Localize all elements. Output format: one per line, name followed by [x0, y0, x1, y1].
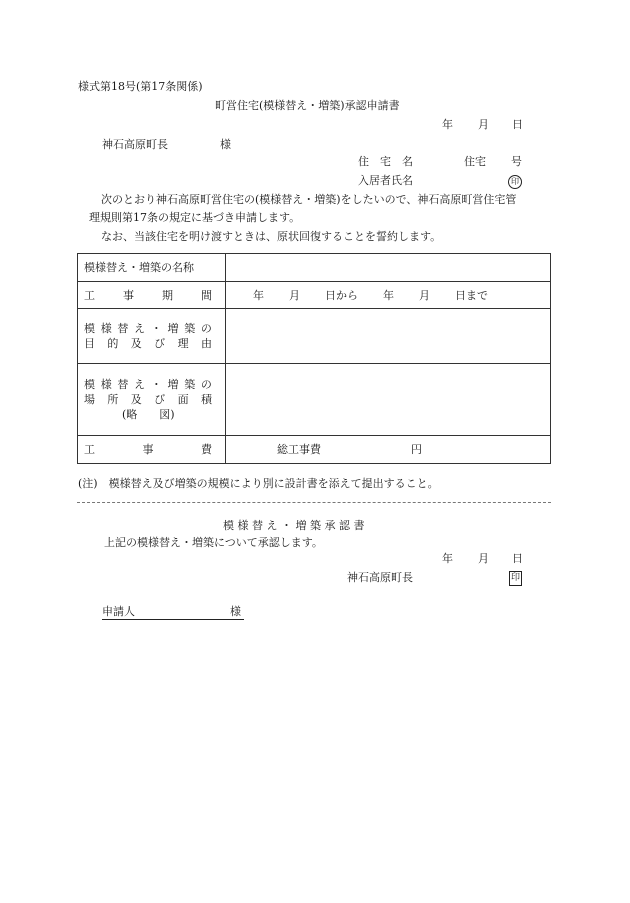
yen-label: 円 — [411, 443, 422, 456]
location-area-field[interactable] — [226, 364, 551, 436]
purpose-label: 模 様 替 え ・ 増 築 の 目 的 及 び 理 由 — [78, 309, 226, 364]
approval-mayor: 神石高原町長 — [347, 571, 413, 584]
approval-seal — [509, 570, 522, 586]
cost-field[interactable] — [226, 436, 551, 464]
seal-circle-icon: 印 — [508, 175, 522, 189]
construction-name-field[interactable] — [226, 254, 551, 282]
table-row-purpose — [78, 309, 551, 364]
applicant-label: 申請人 — [102, 605, 135, 618]
addressee: 神石高原町長 — [102, 138, 168, 151]
table-row-period — [78, 282, 551, 309]
seal-box-icon: 印 — [509, 571, 522, 586]
housing-label: 住宅 — [464, 155, 486, 168]
paragraph-1-line-1: 次のとおり神石高原町営住宅の(模様替え・増築)をしたいので、神石高原町営住宅管 — [101, 193, 517, 206]
note: (注) 模様替え及び増築の規模により別に設計書を添えて提出すること。 — [78, 477, 439, 490]
form-title: 町営住宅(模様替え・増築)承認申請書 — [215, 99, 400, 112]
table-row-name — [78, 254, 551, 282]
approval-title: 模 様 替 え ・ 増 築 承 認 書 — [223, 519, 365, 532]
total-cost-label: 総工事費 — [277, 443, 321, 456]
period-label: 工 事 期 間 — [78, 282, 226, 309]
approval-year-label: 年 — [442, 552, 453, 565]
cut-line-divider — [77, 502, 551, 503]
approval-text: 上記の模様替え・増築について承認します。 — [104, 536, 323, 549]
application-table — [77, 253, 551, 464]
location-area-label: 模 様 替 え ・ 増 築 の 場 所 及 び 面 積 (略 図) — [78, 364, 226, 436]
table-row-location — [78, 364, 551, 436]
housing-name-label: 住 宅 名 — [358, 155, 413, 168]
resident-name-label: 入居者氏名 — [358, 174, 413, 187]
addressee-honorific: 様 — [220, 138, 231, 151]
unit-number-label: 号 — [511, 155, 522, 168]
form-number: 様式第18号(第17条関係) — [78, 80, 203, 93]
approval-day-label: 日 — [512, 552, 523, 565]
construction-name-label: 模様替え・増築の名称 — [78, 254, 226, 282]
paragraph-1-line-2: 理規則第17条の規定に基づき申請します。 — [89, 211, 301, 224]
cost-label: 工 事 費 — [78, 436, 226, 464]
seal-mark — [508, 174, 522, 189]
date-year-label: 年 — [442, 118, 453, 131]
purpose-field[interactable] — [226, 309, 551, 364]
approval-month-label: 月 — [478, 552, 489, 565]
date-month-label: 月 — [478, 118, 489, 131]
date-day-label: 日 — [512, 118, 523, 131]
applicant-honorific: 様 — [230, 605, 241, 618]
table-row-cost — [78, 436, 551, 464]
paragraph-2: なお、当該住宅を明け渡すときは、原状回復することを誓約します。 — [101, 230, 442, 243]
period-field[interactable]: 年 月 日から 年 月 日まで — [226, 282, 551, 309]
sketch-label: (略 図) — [122, 408, 175, 421]
applicant-line[interactable] — [102, 605, 244, 620]
